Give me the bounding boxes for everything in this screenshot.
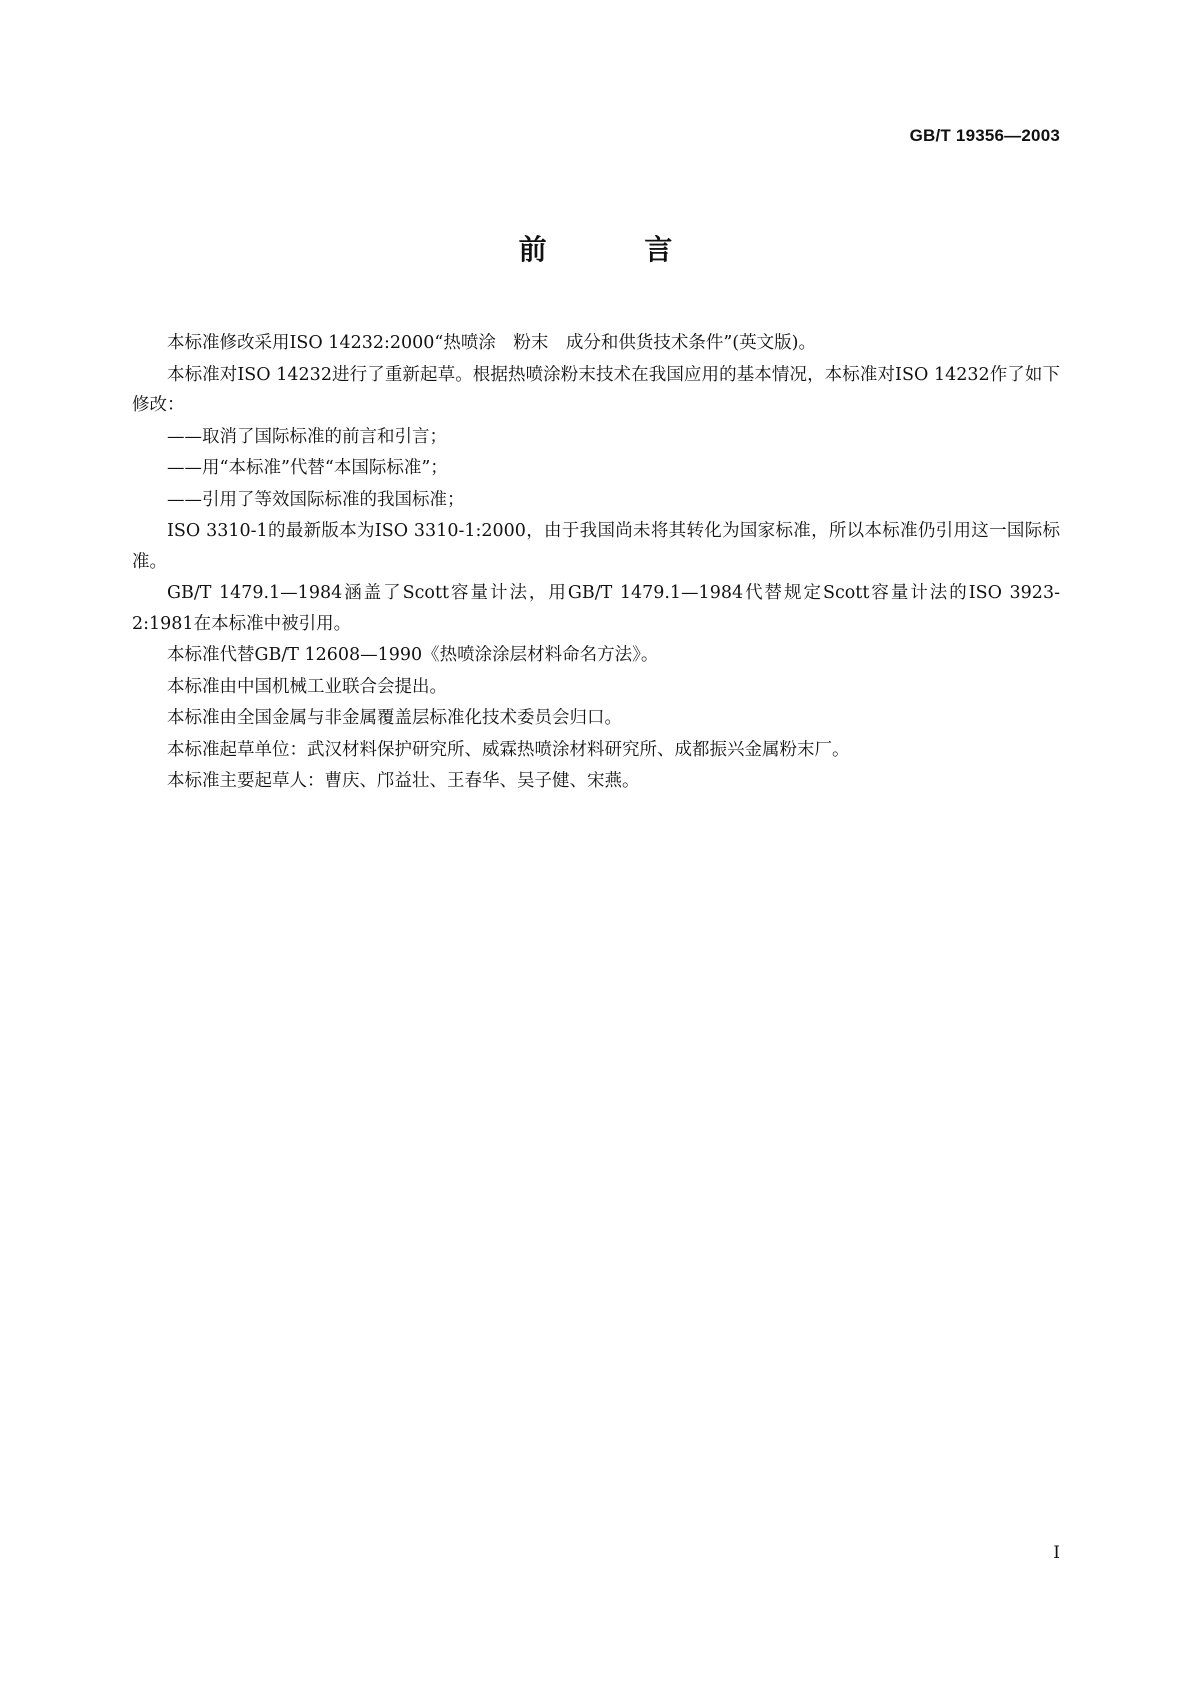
standard-number: GB/T 19356—2003	[909, 126, 1060, 145]
list-item-modification: ——用“本标准”代替“本国际标准”；	[167, 458, 448, 478]
paragraph-proposed-by: 本标准由中国机械工业联合会提出。	[167, 676, 447, 697]
paragraph-adoption: 本标准修改采用ISO 14232:2000“热喷涂 粉末 成分和供货技术条件”(英文版)。	[167, 333, 816, 353]
paragraph-scott-method: GB/T 1479.1—1984涵盖了Scott容量计法，用GB/T 1479.1—1984代替规定Scott容量计法的ISO 3923-2:1981在本标准中被引用。	[132, 583, 1060, 634]
paragraph-centralized-by: 本标准由全国金属与非金属覆盖层标准化技术委员会归口。	[167, 708, 622, 728]
page-title: 前 言	[518, 233, 717, 266]
foreword-body	[132, 328, 1060, 798]
page-number: I	[1053, 1543, 1060, 1563]
paragraph-drafting-units: 本标准起草单位：武汉材料保护研究所、威霖热喷涂材料研究所、成都振兴金属粉末厂。	[167, 739, 850, 760]
list-item-modification: ——引用了等效国际标准的我国标准；	[167, 489, 465, 510]
paragraph-modifications-intro: 本标准对ISO 14232进行了重新起草。根据热喷涂粉末技术在我国应用的基本情况，本标准对ISO 14232作了如下修改：	[132, 364, 1060, 415]
paragraph-replaces: 本标准代替GB/T 12608—1990《热喷涂涂层材料命名方法》。	[167, 645, 659, 665]
paragraph-iso3310: ISO 3310-1的最新版本为ISO 3310-1:2000，由于我国尚未将其转化为国家标准，所以本标准仍引用这一国际标准。	[132, 521, 1060, 572]
paragraph-drafters: 本标准主要起草人：曹庆、邝益壮、王春华、吴子健、宋燕。	[167, 771, 640, 791]
list-item-modification: ——取消了国际标准的前言和引言；	[167, 426, 447, 447]
